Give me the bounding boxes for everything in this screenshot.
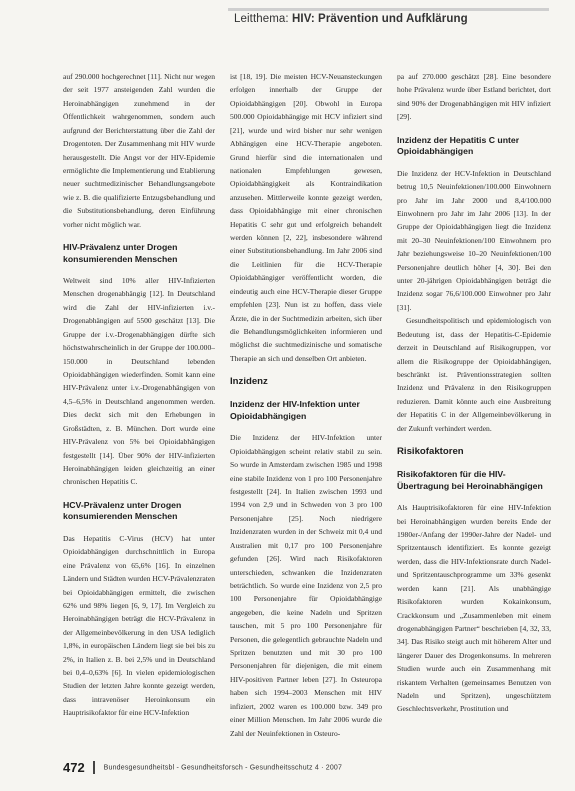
paragraph: ist [18, 19]. Die meisten HCV-Neuansteckungen erfolgen innerhalb der Gruppe der Opioidabhängigen [20]. Obwohl in Europa 500.000 Opioidabhängige mit HCV infiziert sind [21], wurde und wird bisher nur sehr wenigen Abhängigen eine HCV-Therapie angeboten. Grund hierfür sind die internationalen und nationalen Empfehlungen gewesen, Opioidabhängigkeit als Kontraindikation anzusehen. Mittlerweile konnte gezeigt werden, dass Opioidabhängige mit einer chronischen Hepatitis C sehr gut und erfolgreich behandelt werden können [2, 22], insbesondere während einer Substitutionsbehandlung. Im Jahr 2006 sind die Leitlinien für die HCV-Therapie Opioidabhängiger veröffentlicht worden, die eindeutig auch eine HCV-Therapie dieser Gruppe empfehlen [23]. Nun ist zu hoffen, dass viele Ärzte, die in der Suchtmedizin arbeiten, sich über die Behandlungsmöglichkeiten informieren und möglichst die suchtmedizinische und somatische Therapie an sich und denselben Ort anbieten. <box>230 72 382 363</box>
header-prefix: Leitthema: <box>234 13 289 25</box>
paragraph: Weltweit sind 10% aller HIV-Infizierten Menschen drogenabhängig [12]. In Deutschland wird die Zahl der HIV-infizierten i.v.-Drogenabhängigen auf 5500 geschätzt [13]. Die Gruppe der i.v.-Drogenabhängigen dürfte sich höchstwahrscheinlich in der Gruppe der 100.000–150.000 in Deutschland lebenden Opioidabhängigen wiederfinden. Somit kann eine HIV-Prävalenz unter i.v.-Drogenabhängigen von 4,5–6,5% in Deutschland angenommen werden. Dies deckt sich mit den Erhebungen in Großstädten, z. B. München. Dort wurde eine HIV-Prävalenz von 5% bei Opioidabhängigen festgestellt [14]. Über 90% der HIV-infizierten Heroinabhängigen leiden gleichzeitig an einer chronischen Hepatitis C. <box>63 276 215 487</box>
text-column-1 <box>63 70 215 749</box>
footer-divider <box>93 761 95 774</box>
paragraph: Die Inzidenz der HCV-Infektion in Deutschland betrug 10,5 Neuinfektionen/100.000 Einwohnern pro Jahr im Jahr 2000 und 8,4/100.000 Einwohnern pro Jahr im Jahr 2006 [13]. In der Gruppe der Opioidabhängigen liegt die Inzidenz mit 20–30 Neuinfektionen/100 Einwohnern pro Jahr beziehungsweise 10–20 Neuinfektionen/100 Personenjahre deutlich höher [4, 30]. Bei den unter 20-jährigen Opioidabhängigen beträgt die Inzidenz sogar 76,6/100.000 Einwohner pro Jahr [31]. <box>397 168 551 312</box>
page-number: 472 <box>63 760 85 776</box>
header-rule <box>228 8 549 11</box>
text-column-2 <box>230 70 382 749</box>
paragraph: Das Hepatitis C-Virus (HCV) hat unter Opioidabhängigen durchschnittlich in Europa eine Prävalenz von 65,6% [16]. In einzelnen Ländern und Städten wurden HCV-Prävalenzraten bei Opioidabhängigen ermittelt, die zwischen 62% und 98% liegen [6, 9, 17]. Im Vergleich zu Heroinabhängigen beträgt die HCV-Prävalenz in der Allgemeinbevölkerung in den USA lediglich 1,8%, in europäischen Ländern liegt sie bei bis zu 2%, in Italien z. B. bei 2,5% und in Deutschland bei 0,4–0,63% [6]. In vielen epidemiologischen Studien der letzten Jahre konnte gezeigt werden, dass intravenöser Heroinkonsum ein Hauptrisikofaktor für eine HCV-Infektion <box>63 533 215 718</box>
section-heading: HCV-Prävalenz unter Drogen konsumierenden Menschen <box>63 499 182 522</box>
page-footer <box>63 759 549 775</box>
section-heading-major: Risikofaktoren <box>397 446 464 458</box>
paragraph: pa auf 270.000 geschätzt [28]. Eine besondere hohe Prävalenz wurde über Estland berichtet, dort sind 90% der Drogenabhängigen mit HIV infiziert [29]. <box>397 72 551 122</box>
paragraph: auf 290.000 hochgerechnet [11]. Nicht nur wegen der seit 1977 ansteigenden Zahl wurden die Heroinabhängigen zunehmend in der Öffentlichkeit wahrgenommen, sondern auch aufgrund der Berichterstattung über die Zahl der Drogentoten. Der Zusammenhang mit HIV wurde herausgestellt. Die Angst vor der HIV-Epidemie ermöglichte die Implementierung und Etablierung neuer suchtmedizinischer Behandlungsangebote wie z. B. die qualifizierte Entzugsbehandlung und die Substitutionsbehandlung, deren Einführung vorher nicht möglich war. <box>63 72 215 229</box>
journal-citation: Bundesgesundheitsbl - Gesundheitsforsch - Gesundheitsschutz 4 · 2007 <box>103 764 343 772</box>
section-heading-major: Inzidenz <box>230 376 268 388</box>
section-heading: Inzidenz der Hepatitis C unter Opioidabhängigen <box>397 134 520 157</box>
section-heading: HIV-Prävalenz unter Drogen konsumierenden Menschen <box>63 242 178 264</box>
section-heading: Risikofaktoren für die HIV-Übertragung bei Heroinabhängigen <box>397 469 543 491</box>
paragraph: Als Hauptrisikofaktoren für eine HIV-Infektion bei Heroinabhängigen wurden bereits Ende der 1980er-/Anfang der 1990er-Jahre der Nadel- und Spritzentausch identifiziert. Es konnte gezeigt werden, dass die HIV-Infektionsrate durch Nadel- und Spritzentauschprogramme um 33% gesenkt werden kann [21]. Als unabhängige Risikofaktoren wurden Kokainkonsum, Crackkonsum und „Zusammenleben mit einem drogenabhängigen Partner“ beschrieben [4, 32, 33, 34]. Das Risiko steigt auch mit höherem Alter und längerer Dauer des Drogenkonsums. In mehreren Studien wurde auch ein Zusammenhang mit riskantem Verhalten (gemeinsames Benutzen von Nadeln und Spritzen), ungeschütztem Geschlechtsverkehr, Prostitution und <box>397 503 551 714</box>
running-header <box>234 13 549 29</box>
section-heading: Inzidenz der HIV-Infektion unter Opioidabhängigen <box>230 399 360 421</box>
paragraph: Die Inzidenz der HIV-Infektion unter Opioidabhängigen scheint relativ stabil zu sein. So wurde in Amsterdam zwischen 1985 und 1998 eine stabile Inzidenz von 1 pro 100 Personenjahre festgestellt [24]. In Italien zwischen 1993 und 1994 von 2,9 und in Schweden von 3 pro 100 Personenjahre [25]. Noch niedrigere Inzidenzraten wurden in der Schweiz mit 0,4 und Australien mit 0,17 pro 100 Personenjahre gefunden [26]. Wird nach Risikofaktoren unterschieden, schwanken die Inzidenzraten beträchtlich. So wurde eine Inzidenz von 2,5 pro 100 Personenjahre für Opioidabhängige angegeben, die keine Nadeln und Spritzen tauschen, mit 5 pro 100 Personenjahre für Personen, die gelegentlich gebrauchte Nadeln und Spritzen benutzten und mit 30 pro 100 Personenjahren für diejenigen, die mit einem HIV-positiven Partner leben [27]. In Osteuropa haben sich 1994–2003 Menschen mit HIV infiziert, 2002 waren es 100.000 bzw. 349 pro einer Million Menschen. Im Jahr 2006 wurde die Zahl der Neuinfektionen in Osteuro- <box>230 433 382 738</box>
text-column-3 <box>397 70 551 749</box>
header-topic: HIV: Prävention und Aufklärung <box>292 13 468 25</box>
paragraph: Gesundheitspolitisch und epidemiologisch von Bedeutung ist, dass der Hepatitis-C-Epidemie derzeit in Deutschland auf Risikogruppen, vor allem die Risikogruppe der Opioidabhängigen, beschränkt ist. Präventionsstrategien sollten Inzidenz und Prävalenz in den Risikogruppen reduzieren. Damit könnte auch eine Ausbreitung der Hepatitis C in der Allgemeinbevölkerung in der Zukunft verhindert werden. <box>397 316 551 433</box>
